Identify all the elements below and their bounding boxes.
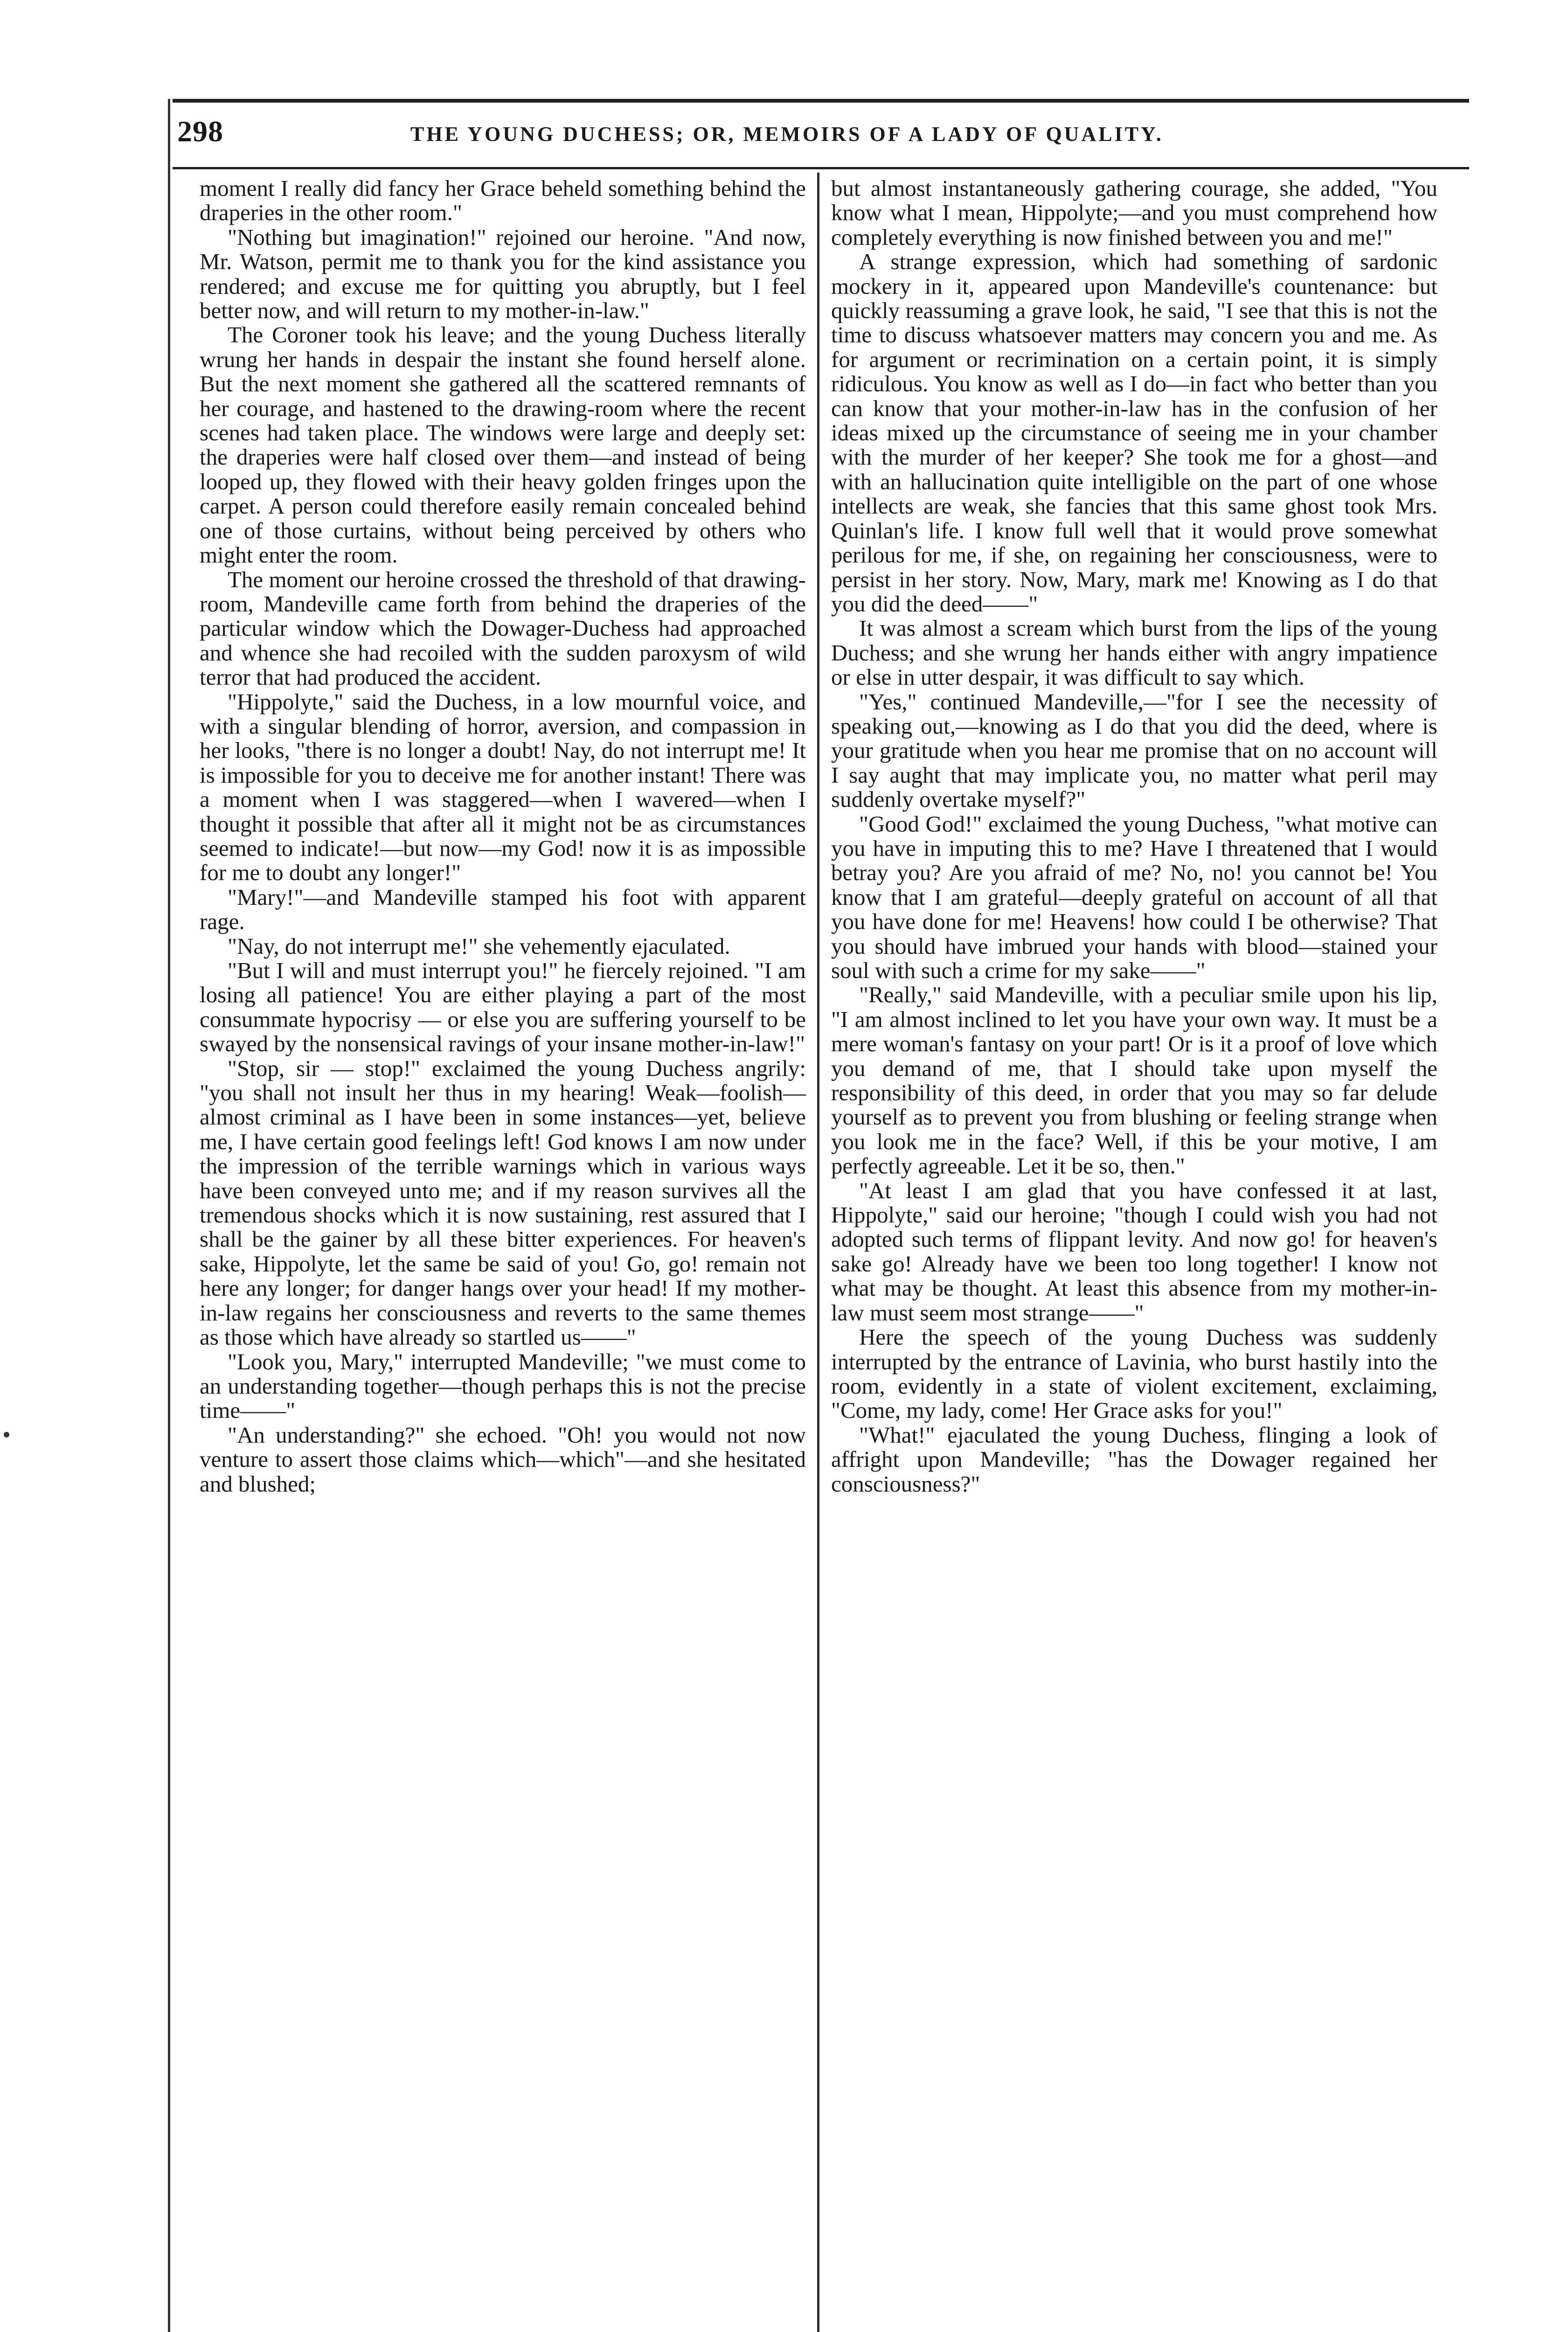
page-number: 298 [177, 115, 223, 148]
paragraph: "An understanding?" she echoed. "Oh! you would not now venture to assert those claims which—which"—and she hesitated and blushed; [200, 1422, 806, 1497]
page-frame-left-rule [168, 99, 170, 2332]
paragraph: "Good God!" exclaimed the young Duchess, "what motive can you have in imputing this to me? Have I threatened that I would betray you? Are you afraid of me? No, no! you cannot be! You know that I am grateful—deeply grateful on account of all that you have done for me! Heavens! how could I be otherwise? That you should have imbrued your hands with blood—stained your soul with such a crime for my sake——" [831, 811, 1437, 983]
paragraph: "But I will and must interrupt you!" he fiercely rejoined. "I am losing all patience! You are either playing a part of the most consummate hypocrisy — or else you are suffering yourself to be swayed by the nonsensical ravings of your insane mother-in-law!" [200, 958, 806, 1057]
ink-speck [4, 1432, 9, 1437]
paragraph: Here the speech of the young Duchess was suddenly interrupted by the entrance of Lavinia, who burst hastily into the room, evidently in a state of violent excitement, exclaiming, "Come, my lady, come! Her Grace asks for you!" [831, 1324, 1437, 1423]
paragraph: A strange expression, which had something of sardonic mockery in it, appeared upon Mandeville's countenance: but quickly reassuming a grave look, he said, "I see that this is not the time to discuss whatsoever matters may concern you and me. As for argument or recrimination on a certain point, it is simply ridiculous. You know as well as I do—in fact who better than you can know that your mother-in-law has in the confusion of her ideas mixed up the circumstance of seeing me in your chamber with the murder of her keeper? She took me for a ghost—and with an hallucination quite intelligible on the part of one whose intellects are weak, she fancies that this same ghost took Mrs. Quinlan's life. I know full well that it would prove somewhat perilous for me, if she, on regaining her consciousness, were to persist in her story. Now, Mary, mark me! Knowing as I do that you did the deed——" [831, 249, 1437, 617]
paragraph: It was almost a scream which burst from the lips of the young Duchess; and she wrung her hands either with angry impatience or else in utter despair, it was difficult to say which. [831, 615, 1437, 690]
paragraph: moment I really did fancy her Grace beheld something behind the draperies in the other room." [200, 175, 806, 226]
paragraph: but almost instantaneously gathering courage, she added, "You know what I mean, Hippolyte;—and you must comprehend how completely everything is now finished between you and me!" [831, 175, 1437, 250]
paragraph: "At least I am glad that you have confessed it at last, Hippolyte," said our heroine; "though I could wish you had not adopted such terms of flippant levity. And now go! for heaven's sake go! Already have we been too long together! I know not what may be thought. At least this absence from my mother-in-law must seem most strange——" [831, 1177, 1437, 1326]
right-column [831, 176, 1437, 1496]
paragraph: "Stop, sir — stop!" exclaimed the young Duchess angrily: "you shall not insult her thus in my hearing! Weak—foolish—almost criminal as I have been in some instances—yet, believe me, I have certain good feelings left! God knows I am now under the impression of the terrible warnings which in various ways have been conveyed unto me; and if my reason survives all the tremendous shocks which it is now sustaining, rest assured that I shall be the gainer by all these bitter experiences. For heaven's sake, Hippolyte, let the same be said of you! Go, go! remain not here any longer; for danger hangs over your head! If my mother-in-law regains her consciousness and reverts to the same themes as those which have already so startled us——" [200, 1055, 806, 1350]
paragraph: "Look you, Mary," interrupted Mandeville; "we must come to an understanding together—though perhaps this is not the precise time——" [200, 1348, 806, 1423]
top-rule [173, 99, 1469, 103]
paragraph: "Yes," continued Mandeville,—"for I see the necessity of speaking out,—knowing as I do that you did the deed, where is your gratitude when you hear me promise that on no account will I say aught that may implicate you, no matter what peril may suddenly overtake myself?" [831, 688, 1437, 812]
paragraph: "Nay, do not interrupt me!" she vehemently ejaculated. [228, 933, 730, 959]
paragraph: "Hippolyte," said the Duchess, in a low mournful voice, and with a singular blending of horror, aversion, and compassion in her looks, "there is no longer a doubt! Nay, do not interrupt me! It is impossible for you to deceive me for another instant! There was a moment when I was staggered—when I wavered—when I thought it possible that after all it might not be as circumstances seemed to indicate!—but now—my God! now it is as impossible for me to doubt any longer!" [200, 688, 806, 886]
running-title: THE YOUNG DUCHESS; OR, MEMOIRS OF A LADY OF QUALITY. [410, 123, 1164, 146]
paragraph: "What!" ejaculated the young Duchess, flinging a look of affright upon Mandeville; "has the Dowager regained her consciousness?" [831, 1422, 1437, 1497]
paragraph: The moment our heroine crossed the threshold of that drawing-room, Mandeville came forth from behind the draperies of the particular window which the Dowager-Duchess had approached and whence she had recoiled with the sudden paroxysm of wild terror that had produced the accident. [200, 566, 806, 690]
paragraph: "Really," said Mandeville, with a peculiar smile upon his lip, "I am almost inclined to let you have your own way. It must be a mere woman's fantasy on your part! Or is it a proof of love which you demand of me, that I should take upon myself the responsibility of this deed, in order that you may so far delude yourself as to prevent you from blushing or feeling strange when you look me in the face? Well, if this be your motive, I am perfectly agreeable. Let it be so, then." [831, 982, 1437, 1179]
header-rule [173, 167, 1469, 169]
column-divider [817, 173, 819, 2332]
paragraph: The Coroner took his leave; and the young Duchess literally wrung her hands in despair the instant she found herself alone. But the next moment she gathered all the scattered remnants of her courage, and hastened to the drawing-room where the recent scenes had taken place. The windows were large and deeply set: the draperies were half closed over them—and instead of being looped up, they flowed with their heavy golden fringes upon the carpet. A person could therefore easily remain concealed behind one of those curtains, without being perceived by others who might enter the room. [200, 322, 806, 568]
paragraph: "Mary!"—and Mandeville stamped his foot with apparent rage. [200, 884, 806, 935]
left-column [200, 176, 806, 1496]
paragraph: "Nothing but imagination!" rejoined our heroine. "And now, Mr. Watson, permit me to thank you for the kind assistance you rendered; and excuse me for quitting you abruptly, but I feel better now, and will return to my mother-in-law." [200, 224, 806, 324]
